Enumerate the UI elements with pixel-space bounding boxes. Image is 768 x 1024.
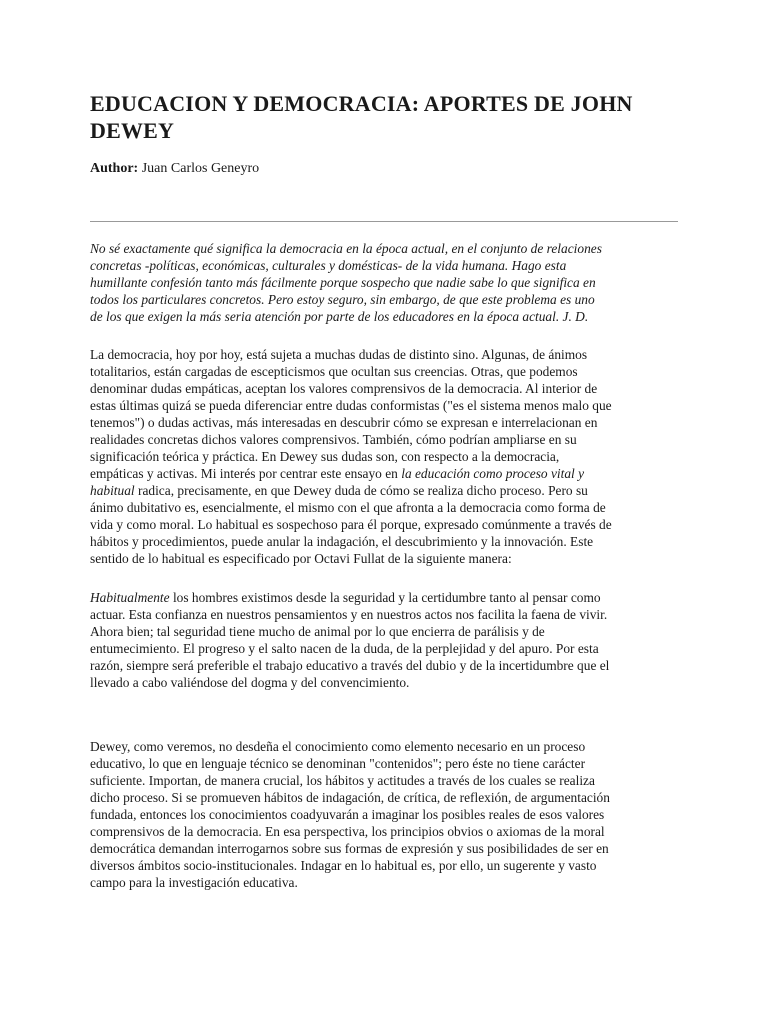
text-line: campo para la investigación educativa.: [90, 875, 298, 890]
text-line: actuar. Esta confianza en nuestros pensamientos y en nuestros actos nos facilita la faena de vivir.: [90, 607, 608, 622]
text-line: Dewey, como veremos, no desdeña el conocimiento como elemento necesario en un proceso: [90, 739, 586, 754]
text-line: comprensivos de la democracia. En esa perspectiva, los principios obvios o axiomas de la moral: [90, 824, 605, 839]
text-line: razón, siempre será preferible el trabajo educativo a través del dubio y de la incertidumbre que el: [90, 658, 610, 673]
italic-phrase: la educación como proceso vital y: [401, 466, 585, 481]
epigraph-line: humillante confesión tanto más fácilmente porque sospecho que nadie sabe lo que significa en: [90, 275, 596, 290]
italic-phrase: habitual: [90, 483, 135, 498]
separator-rule: [90, 221, 678, 222]
text-line: tenemos") o dudas activas, más interesadas en descubrir cómo se expresan e interrelacionan en: [90, 415, 598, 430]
text-line: suficiente. Importan, de manera crucial, los hábitos y actitudes a través de los cuales se realiza: [90, 773, 595, 788]
author-label: Author:: [90, 161, 139, 176]
text-line: dicho proceso. Si se promueven hábitos de indagación, de crítica, de reflexión, de argumentación: [90, 790, 610, 805]
paragraph-3: [90, 738, 678, 891]
text-line: realidades concretas dichos valores comprensivos. También, cómo podrían ampliarse en su: [90, 432, 577, 447]
text-line: educativo, lo que en lenguaje técnico se denominan "contenidos"; pero éste no tiene carácter: [90, 756, 586, 771]
text-line: [90, 482, 678, 499]
text-line: denominar dudas empáticas, aceptan los valores comprensivos de la democracia. Al interior de: [90, 381, 598, 396]
text-line: La democracia, hoy por hoy, está sujeta a muchas dudas de distinto sino. Algunas, de ánimos: [90, 347, 588, 362]
text-line: democrática demandan interrogarnos sobre sus formas de expresión y sus posibilidades de ser en: [90, 841, 609, 856]
italic-phrase: Habitualmente: [90, 590, 170, 605]
text-line: [90, 465, 678, 482]
text-line: diversos ámbitos socio-institucionales. Indagar en lo habitual es, por ello, un sugerente y vasto: [90, 858, 597, 873]
text-line: llevado a cabo valiéndose del dogma y del convencimiento.: [90, 675, 410, 690]
text-line: Ahora bien; tal seguridad tiene mucho de animal por lo que encierra de parálisis y de: [90, 624, 545, 639]
epigraph-line: de los que exigen la más seria atención por parte de los educadores en la época actual. J. D.: [90, 309, 589, 324]
text-line: totalitarios, están cargadas de escepticismos que ocultan sus creencias. Otras, que podemos: [90, 364, 578, 379]
text-run: radica, precisamente, en que Dewey duda de cómo se realiza dicho proceso. Pero su: [134, 483, 588, 498]
paragraph-1: [90, 346, 678, 567]
text-line: ánimo dubitativo es, esencialmente, el mismo con el que afronta a la democracia como forma de: [90, 500, 606, 515]
author-name: Juan Carlos Geneyro: [141, 161, 260, 176]
document-page: [90, 90, 678, 890]
paragraph-quote: [90, 589, 678, 691]
title-line: EDUCACION Y DEMOCRACIA: APORTES DE JOHN: [90, 91, 633, 116]
article-title: [90, 90, 678, 144]
epigraph: [90, 240, 678, 325]
text-line: sentido de lo habitual es especificado por Octavi Fullat de la siguiente manera:: [90, 551, 512, 566]
author-line: [90, 160, 678, 178]
epigraph-line: No sé exactamente qué significa la democracia en la época actual, en el conjunto de relaciones: [90, 241, 602, 256]
text-line: entumecimiento. El progreso y el salto nacen de la duda, de la perplejidad y del apuro. Por esta: [90, 641, 599, 656]
text-line: significación teórica y práctica. En Dewey sus dudas son, con respecto a la democracia,: [90, 449, 560, 464]
title-line: DEWEY: [90, 118, 175, 143]
text-run: empáticas y activas. Mi interés por centrar este ensayo en: [90, 466, 402, 481]
text-line: [90, 589, 678, 606]
text-line: vida y como moral. Lo habitual es sospechoso para él porque, expresado comúnmente a través de: [90, 517, 612, 532]
epigraph-line: concretas -políticas, económicas, culturales y domésticas- de la vida humana. Hago esta: [90, 258, 567, 273]
text-line: fundada, entonces los conocimientos coadyuvarán a imaginar los posibles reales de esos valores: [90, 807, 605, 822]
epigraph-line: todos los particulares concretos. Pero estoy seguro, sin embargo, de que este problema es uno: [90, 292, 595, 307]
text-run: los hombres existimos desde la seguridad y la certidumbre tanto al pensar como: [169, 590, 601, 605]
text-line: hábitos y procedimientos, puede anular la indagación, el descubrimiento y la innovación. Este: [90, 534, 594, 549]
text-line: estas últimas quizá se pueda diferenciar entre dudas conformistas ("es el sistema menos malo que: [90, 398, 612, 413]
